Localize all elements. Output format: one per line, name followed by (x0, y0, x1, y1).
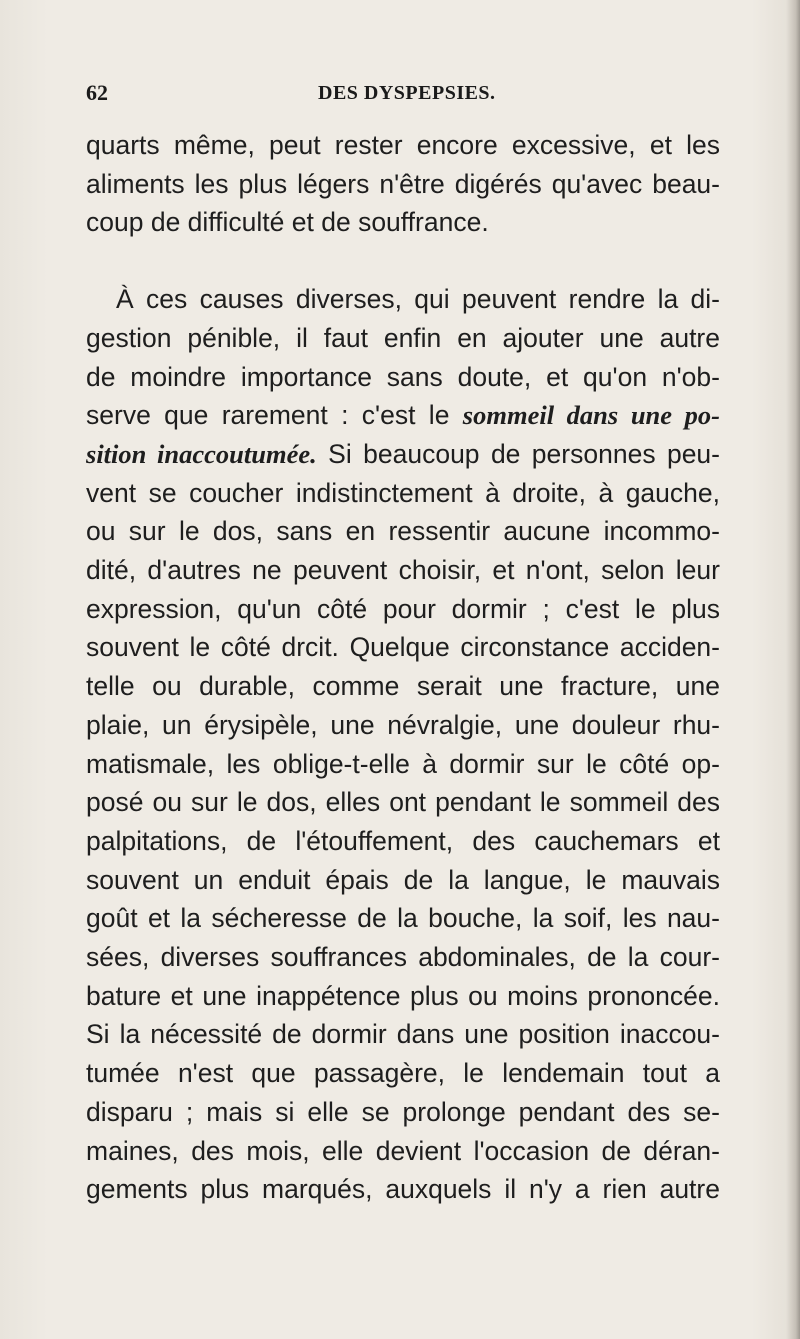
text-line: ou sur le dos, sans en ressentir aucune incommo- (86, 516, 720, 547)
text-line: souvent un enduit épais de la langue, le mauvais (86, 864, 720, 895)
text-segment: Si beaucoup de personnes peu- (316, 438, 720, 469)
text-line: bature et une inappétence plus ou moins prononcée. (86, 980, 720, 1011)
text-line: vent se coucher indistinctement à droite, à gauche, (86, 477, 720, 508)
text-line: coup de difficulté et de souffrance. (86, 207, 489, 238)
body-text (86, 126, 720, 1209)
text-line: palpitations, de l'étouffement, des cauchemars et (86, 825, 720, 856)
text-line: posé ou sur le dos, elles ont pendant le sommeil des (86, 787, 720, 818)
text-line: souvent le côté drcit. Quelque circonstance acciden- (86, 632, 720, 663)
text-line: gements plus marqués, auxquels il n'y a rien autre (86, 1174, 720, 1205)
text-line (86, 435, 720, 474)
italic-phrase: sition inaccoutumée. (86, 438, 317, 469)
page-number: 62 (86, 80, 108, 105)
text-line: aliments les plus légers n'être digérés qu'avec beau- (86, 168, 720, 199)
page-header (86, 80, 726, 114)
text-line: tumée n'est que passagère, le lendemain tout a (86, 1058, 720, 1089)
text-line: expression, qu'un côté pour dormir ; c'est le plus (86, 593, 720, 624)
text-line: de moindre importance sans doute, et qu'on n'ob- (86, 361, 720, 392)
text-line: plaie, un érysipèle, une névralgie, une douleur rhu- (86, 709, 720, 740)
paragraph-2 (86, 280, 720, 1209)
text-line: disparu ; mais si elle se prolonge pendant des se- (86, 1096, 720, 1127)
text-line: matismale, les oblige-t-elle à dormir sur le côté op- (86, 748, 720, 779)
text-line: Si la nécessité de dormir dans une position inaccou- (86, 1019, 720, 1050)
text-segment: serve que rarement : c'est le (86, 400, 463, 431)
page-edge-shadow (786, 0, 800, 1339)
text-line (86, 280, 720, 319)
text-line: maines, des mois, elle devient l'occasion de déran- (86, 1135, 720, 1166)
text-line: telle ou durable, comme serait une fracture, une (86, 671, 720, 702)
text-line: gestion pénible, il faut enfin en ajouter une autre (86, 322, 720, 353)
text-line: dité, d'autres ne peuvent choisir, et n'ont, selon leur (86, 555, 720, 586)
italic-phrase: sommeil dans une po- (462, 400, 720, 431)
text-line (86, 396, 720, 435)
running-title: DES DYSPEPSIES. (318, 82, 496, 104)
text-line: goût et la sécheresse de la bouche, la soif, les nau- (86, 903, 720, 934)
paragraph-1 (86, 126, 720, 242)
text-line: quarts même, peut rester encore excessive, et les (86, 130, 720, 160)
text-line: sées, diverses souffrances abdominales, de la cour- (86, 942, 720, 973)
text-line-content: À ces causes diverses, qui peuvent rendre la di- (116, 284, 720, 315)
